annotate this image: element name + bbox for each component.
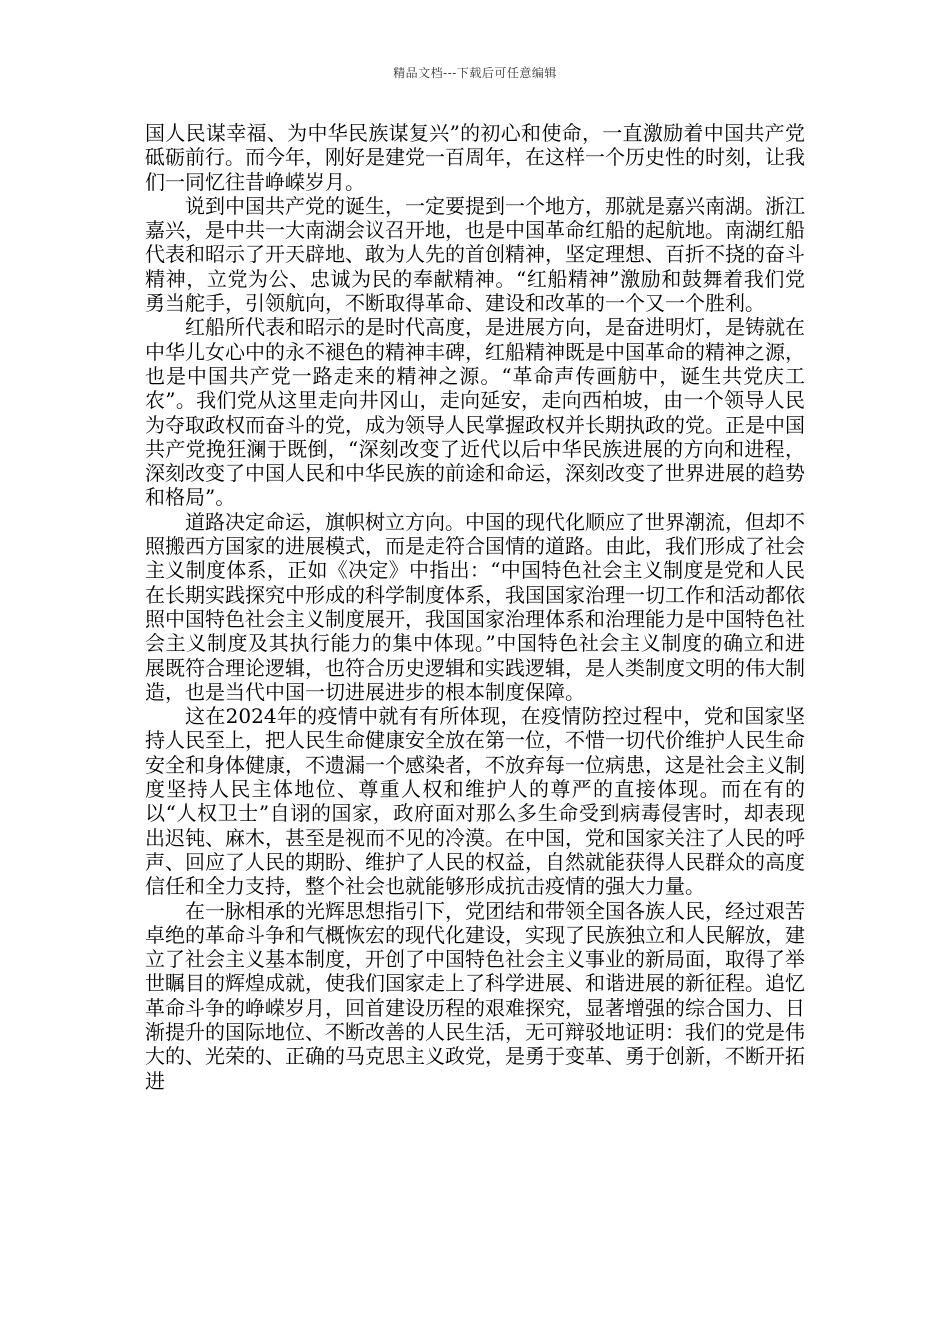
page-header: 精品文档---下载后可任意编辑 <box>393 66 557 80</box>
paragraph-6: 在一脉相承的光辉思想指引下，党团结和带领全国各族人民，经过艰苦卓绝的革命斗争和气概恢宏的现代化建设，实现了民族独立和人民解放，建立了社会主义基本制度，开创了中国特色社会主义事业的新局面，取得了举世瞩目的辉煌成就，使我们国家走上了科学进展、和谐进展的新征程。追忆革命斗争的峥嵘岁月，回首建设历程的艰难探究，显著增强的综合国力、日渐提升的国际地位、不断改善的人民生活，无可辩驳地证明：我们的党是伟大的、光荣的、正确的马克思主义政党，是勇于变革、勇于创新，不断开拓进 <box>145 898 805 1093</box>
paragraph-3: 红船所代表和昭示的是时代高度，是进展方向，是奋进明灯，是铸就在中华儿女心中的永不褪色的精神丰碑，红船精神既是中国革命的精神之源，也是中国共产党一路走来的精神之源。“革命声传画舫中，诞生共党庆工农”。我们党从这里走向井冈山，走向延安，走向西柏坡，由一个领导人民为夺取政权而奋斗的党，成为领导人民掌握政权并长期执政的党。正是中国共产党挽狂澜于既倒，“深刻改变了近代以后中华民族进展的方向和进程，深刻改变了中国人民和中华民族的前途和命运，深刻改变了世界进展的趋势和格局”。 <box>145 315 805 510</box>
paragraph-1: 国人民谋幸福、为中华民族谋复兴”的初心和使命，一直激励着中国共产党砥砺前行。而今年，刚好是建党一百周年，在这样一个历史性的时刻，让我们一同忆往昔峥嵘岁月。 <box>145 121 805 194</box>
paragraph-2: 说到中国共产党的诞生，一定要提到一个地方，那就是嘉兴南湖。浙江嘉兴，是中共一大南湖会议召开地，也是中国革命红船的起航地。南湖红船代表和昭示了开天辟地、敢为人先的首创精神，坚定理想、百折不挠的奋斗精神，立党为公、忠诚为民的奉献精神。“红船精神”激励和鼓舞着我们党勇当舵手，引领航向，不断取得革命、建设和改革的一个又一个胜利。 <box>145 193 805 316</box>
paragraph-5: 这在2024年的疫情中就有有所体现，在疫情防控过程中，党和国家坚持人民至上，把人民生命健康安全放在第一位，不惜一切代价维护人民生命安全和身体健康，不遗漏一个感染者，不放弃每一位病患，这是社会主义制度坚持人民主体地位、尊重人权和维护人的尊严的直接体现。而在有的以“人权卫士”自诩的国家，政府面对那么多生命受到病毒侵害时，却表现出迟钝、麻木，甚至是视而不见的冷漠。在中国，党和国家关注了人民的呼声、回应了人民的期盼、维护了人民的权益，自然就能获得人民群众的高度信任和全力支持，整个社会也就能够形成抗击疫情的强大力量。 <box>145 704 805 899</box>
paragraph-4: 道路决定命运，旗帜树立方向。中国的现代化顺应了世界潮流，但却不照搬西方国家的进展模式，而是走符合国情的道路。由此，我们形成了社会主义制度体系，正如《决定》中指出：“中国特色社会主义制度是党和人民在长期实践探究中形成的科学制度体系，我国国家治理一切工作和活动都依照中国特色社会主义制度展开，我国国家治理体系和治理能力是中国特色社会主义制度及其执行能力的集中体现。”中国特色社会主义制度的确立和进展既符合理论逻辑，也符合历史逻辑和实践逻辑，是人类制度文明的伟大制造，也是当代中国一切进展进步的根本制度保障。 <box>145 509 805 704</box>
document-body <box>145 121 805 1093</box>
